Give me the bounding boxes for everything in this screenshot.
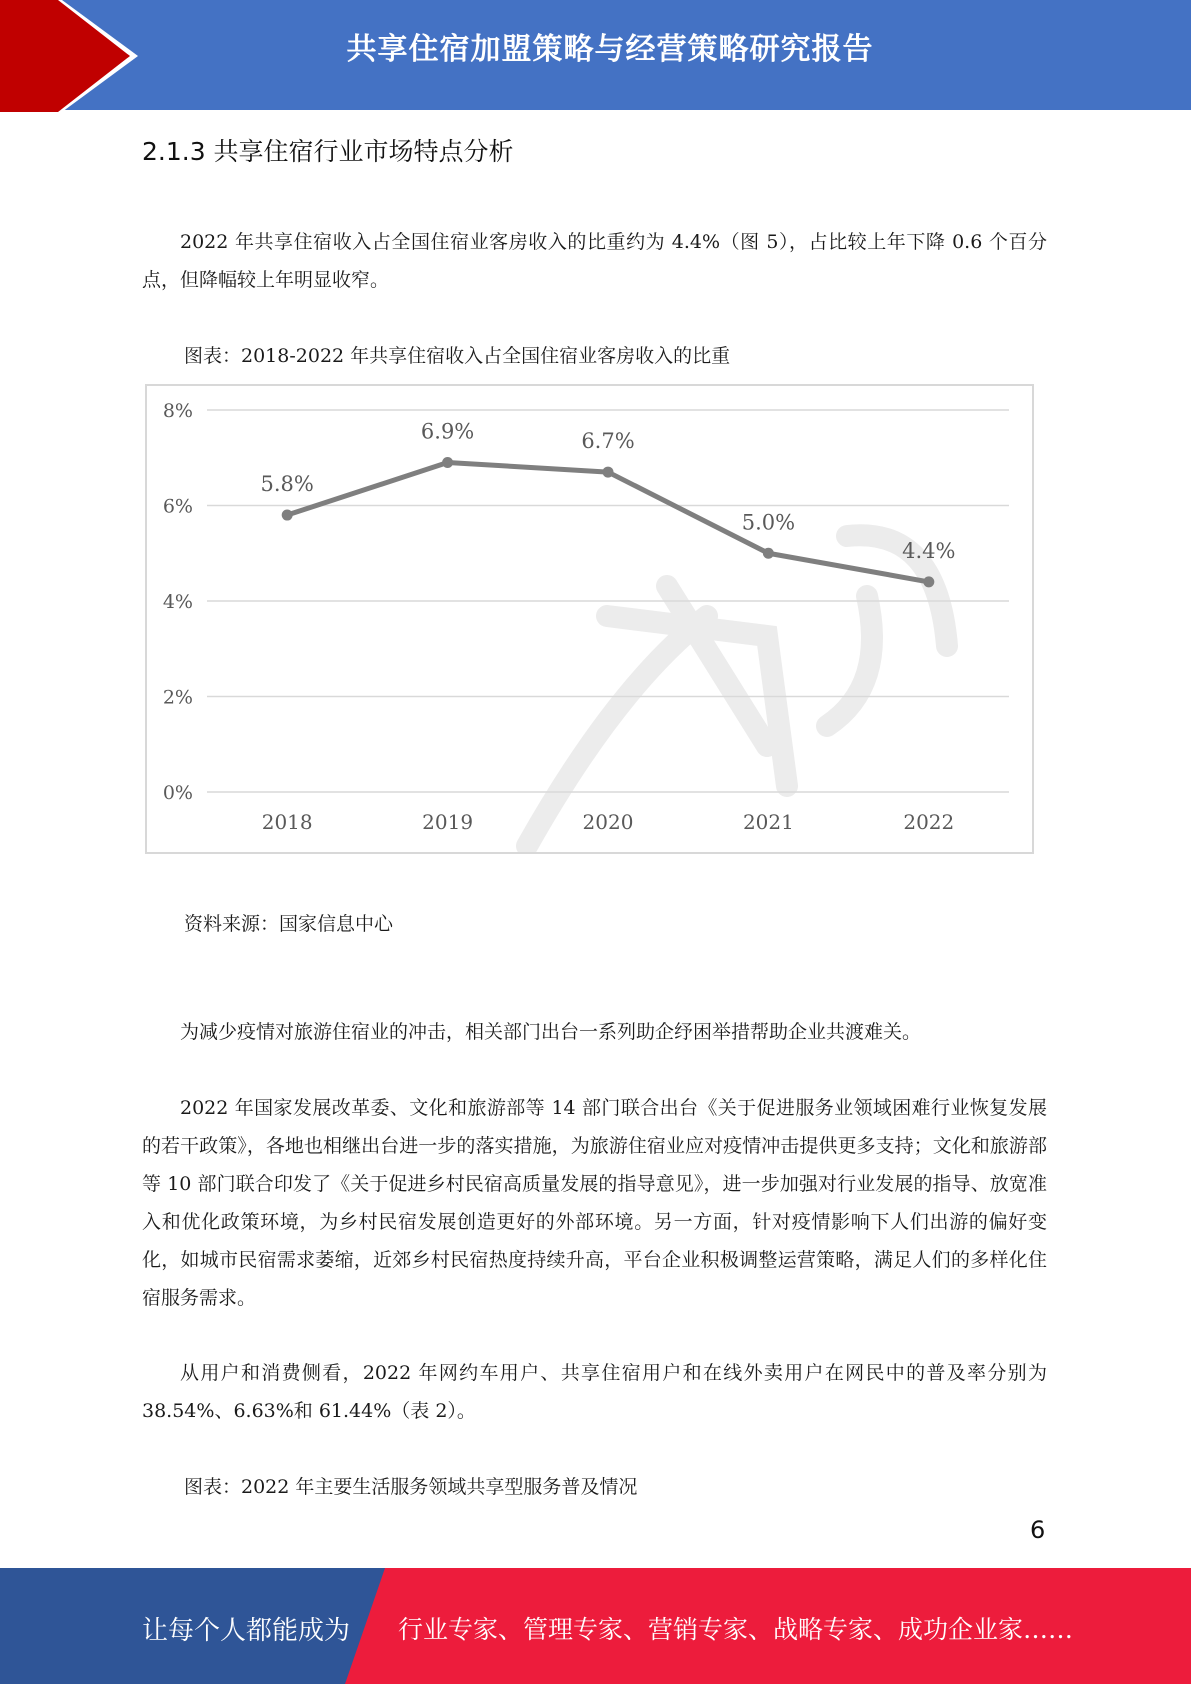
paragraph-relief-measures: 为减少疫情对旅游住宿业的冲击，相关部门出台一系列助企纾困举措帮助企业共渡难关。 [180,1021,922,1043]
data-label: 6.7% [581,429,635,454]
chart-caption: 图表：2018-2022 年共享住宿收入占全国住宿业客房收入的比重 [184,345,731,367]
data-label: 4.4% [902,538,956,563]
chart-series [282,457,935,587]
y-tick-label: 8% [162,400,193,422]
data-label: 5.8% [260,472,314,497]
report-title: 共享住宿加盟策略与经营策略研究报告 [346,32,874,67]
footer-slogan-right: 行业专家、管理专家、营销专家、战略专家、成功企业家…… [398,1615,1074,1644]
chart-frame [145,384,1034,854]
x-axis-ticks [262,810,955,834]
x-tick-label: 2021 [742,810,794,834]
footer-slogan-left: 让每个人都能成为 [142,1616,351,1646]
paragraph-revenue-share: 2022 年共享住宿收入占全国住宿业客房收入的比重约为 4.4%（图 5），占比较上年下降 0.6 个百分点，但降幅较上年明显收窄。 [142,231,1047,291]
data-point [763,548,774,559]
x-tick-label: 2020 [582,810,634,834]
x-tick-label: 2019 [422,810,474,834]
header-arrow-decoration [0,0,160,112]
y-tick-label: 2% [162,686,193,709]
section-heading: 2.1.3 共享住宿行业市场特点分析 [142,137,514,166]
paragraph-policy: 2022 年国家发展改革委、文化和旅游部等 14 部门联合出台《关于促进服务业领域困难行业恢复发展的若干政策》，各地也相继出台进一步的落实措施，为旅游住宿业应对疫情冲击提供更多支持；文化和旅游部等 10 部门联合印发了《关于促进乡村民宿高质量发展的指导意见》，进一步加强对行业发展的指导、放宽准入和优化政策环境，为乡村民宿发展创造更好的外部环境。另一方面，针对疫情影响下人们出游的偏好变化，如城市民宿需求萎缩，近郊乡村民宿热度持续升高，平台企业积极调整运营策略，满足人们的多样化住宿服务需求。 [142,1097,1047,1309]
x-tick-label: 2022 [903,810,955,834]
watermark [527,535,947,846]
series-line [287,463,929,582]
paragraph-penetration-rate: 从用户和消费侧看，2022 年网约车用户、共享住宿用户和在线外卖用户在网民中的普及率分别为 38.54%、6.63%和 61.44%（表 2）。 [142,1362,1047,1422]
data-point [923,576,934,587]
page-number: 6 [1030,1516,1046,1544]
data-label: 6.9% [420,419,475,444]
table-caption: 图表：2022 年主要生活服务领域共享型服务普及情况 [184,1476,638,1498]
line-chart [147,386,1032,852]
y-tick-label: 4% [162,591,193,613]
data-label: 5.0% [741,510,796,535]
x-tick-label: 2018 [261,810,313,834]
y-tick-label: 0% [162,782,193,804]
data-point [442,457,453,468]
data-point [282,510,293,521]
watermark-stroke [527,535,947,846]
source-note: 资料来源：国家信息中心 [184,913,394,935]
data-point [603,467,614,478]
y-axis-ticks [163,400,193,804]
y-tick-label: 6% [162,495,193,518]
